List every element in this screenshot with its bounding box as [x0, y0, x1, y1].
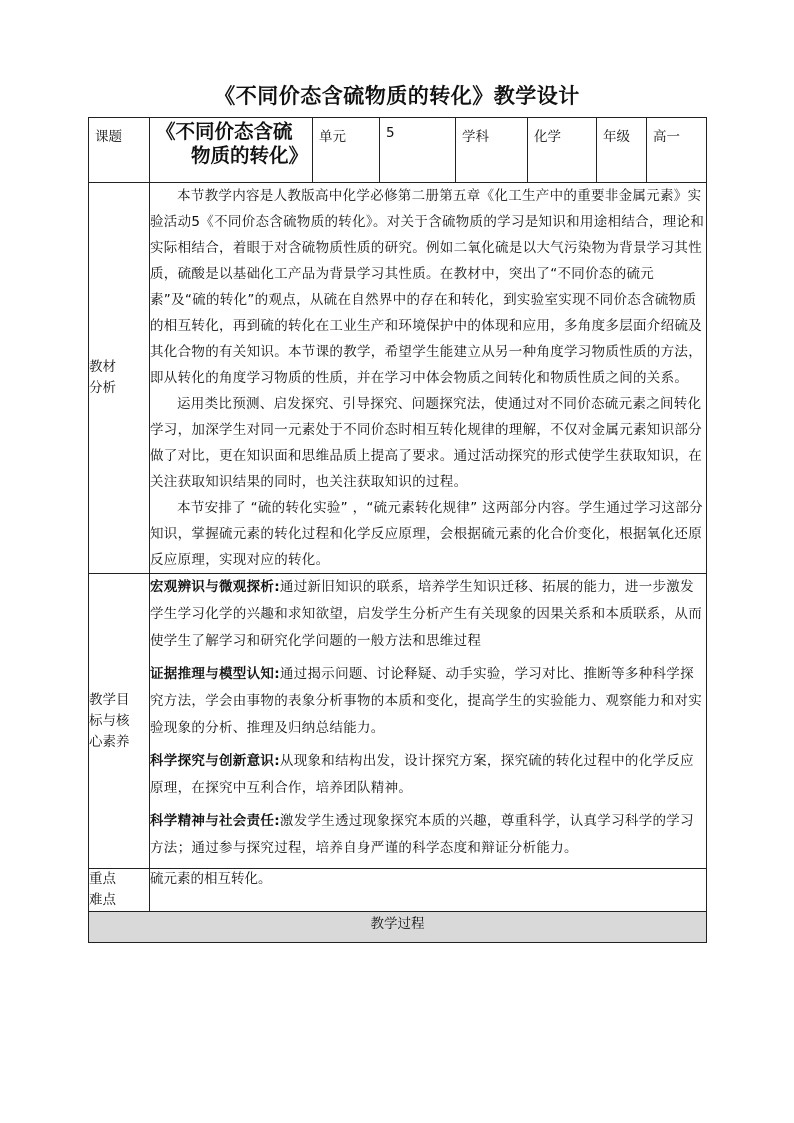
goal-text: 激发学生透过现象探究本质的兴趣，尊重科学，认真学习科学的学习方法；通过参与探究过程，培养自身严谨的科学态度和辩证分析能力。: [150, 813, 694, 856]
header-row: [89, 118, 707, 183]
goals-label-line3: 心素养: [89, 733, 130, 750]
goals-label-line2: 标与核: [89, 712, 130, 729]
grade-label: 年级: [597, 118, 647, 183]
unit-value: 5: [380, 118, 456, 183]
goal-text: 通过新旧知识的联系，培养学生知识迁移、拓展的能力，进一步激发学生学习化学的兴趣和求知欲望，启发学生分析产生有关现象的因果关系和本质联系，从而使学生了解学习和研究化学问题的一般方法和思维过程: [150, 579, 702, 649]
goals-label-line1: 教学目: [89, 691, 130, 708]
analysis-label: [89, 183, 150, 574]
goals-content: [150, 574, 707, 869]
analysis-paragraph: 本节安排了 “硫的转化实验” ，“硫元素转化规律” 这两部分内容。学生通过学习这部分知识，掌握硫元素的转化过程和化学反应原理，会根据硫元素的化合价变化，根据氧化还原反应原理，实现对应的转化。: [150, 500, 703, 568]
goal-heading: 科学探究与创新意识:: [150, 753, 280, 769]
grade-value: 高一: [647, 118, 707, 183]
goal-item: [150, 574, 706, 655]
goal-heading: 证据推理与模型认知:: [150, 666, 280, 682]
key-points-label-line2: 难点: [89, 892, 116, 908]
analysis-content: [150, 183, 707, 574]
process-header: 教学过程: [89, 912, 707, 943]
goal-text: 通过揭示问题、讨论释疑、动手实验，学习对比、推断等多种科学探究方法，学会由事物的表象分析事物的本质和变化，提高学生的实验能力、观察能力和对实验现象的分析、推理及归纳总结能力。: [150, 666, 702, 736]
analysis-paragraph: 本节教学内容是人教版高中化学必修第二册第五章《化工生产中的重要非金属元素》实验活动5《不同价态含硫物质的转化》。对关于含硫物质的学习是知识和用途相结合，理论和实际相结合，着眼于对含硫物质性质的研究。例如二氧化硫是以大气污染物为背景学习其性质，硫酸是以基础化工产品为背景学习其性质。在教材中，突出了“不同价态的硫元素”及“硫的转化”的观点，从硫在自然界中的存在和转化，到实验室实现不同价态含硫物质的相互转化，再到硫的转化在工业生产和环境保护中的体现和应用，多角度多层面介绍硫及其化合物的有关知识。本节课的教学，希望学生能建立从另一种角度学习物质性质的方法，即从转化的角度学习物质的性质，并在学习中体会物质之间转化和物质性质之间的关系。: [150, 188, 705, 386]
goal-item: [150, 808, 706, 862]
topic-name-line2: 物质的转化》: [190, 144, 308, 167]
goals-label: [89, 574, 150, 869]
subject-value: 化学: [528, 118, 597, 183]
goal-text: 从现象和结构出发，设计探究方案，探究硫的转化过程中的化学反应原理，在探究中互利合作，培养团队精神。: [150, 753, 694, 796]
key-points-label-line1: 重点: [89, 871, 116, 887]
goal-item: [150, 661, 706, 742]
goal-item: [150, 748, 706, 802]
key-points-row: [89, 869, 707, 912]
analysis-row: [89, 183, 707, 574]
subject-label: 学科: [456, 118, 528, 183]
goal-heading: 科学精神与社会责任:: [150, 813, 280, 829]
page-title: 《不同价态含硫物质的转化》教学设计: [214, 84, 580, 108]
lesson-plan-table: [88, 117, 707, 943]
topic-label: 课题: [89, 118, 150, 183]
topic-name-cell: [150, 118, 313, 183]
unit-label: 单元: [313, 118, 380, 183]
analysis-label-line1: 教材: [89, 359, 116, 375]
topic-name-line1: 《不同价态含硫: [156, 120, 293, 143]
analysis-label-line2: 分析: [89, 380, 116, 396]
goals-row: [89, 574, 707, 869]
analysis-paragraph: 运用类比预测、启发探究、引导探究、问题探究法，使通过对不同价态硫元素之间转化学习，加深学生对同一元素处于不同价态时相互转化规律的理解，不仅对金属元素知识部分做了对比，更在知识面和思维品质上提高了要求。通过活动探究的形式使学生获取知识，在关注获取知识结果的同时，也关注获取知识的过程。: [150, 396, 702, 490]
goal-heading: 宏观辨识与微观探析:: [150, 579, 280, 595]
process-row: [89, 912, 707, 943]
key-points-label: [89, 869, 150, 912]
key-points-content: 硫元素的相互转化。: [150, 869, 707, 912]
